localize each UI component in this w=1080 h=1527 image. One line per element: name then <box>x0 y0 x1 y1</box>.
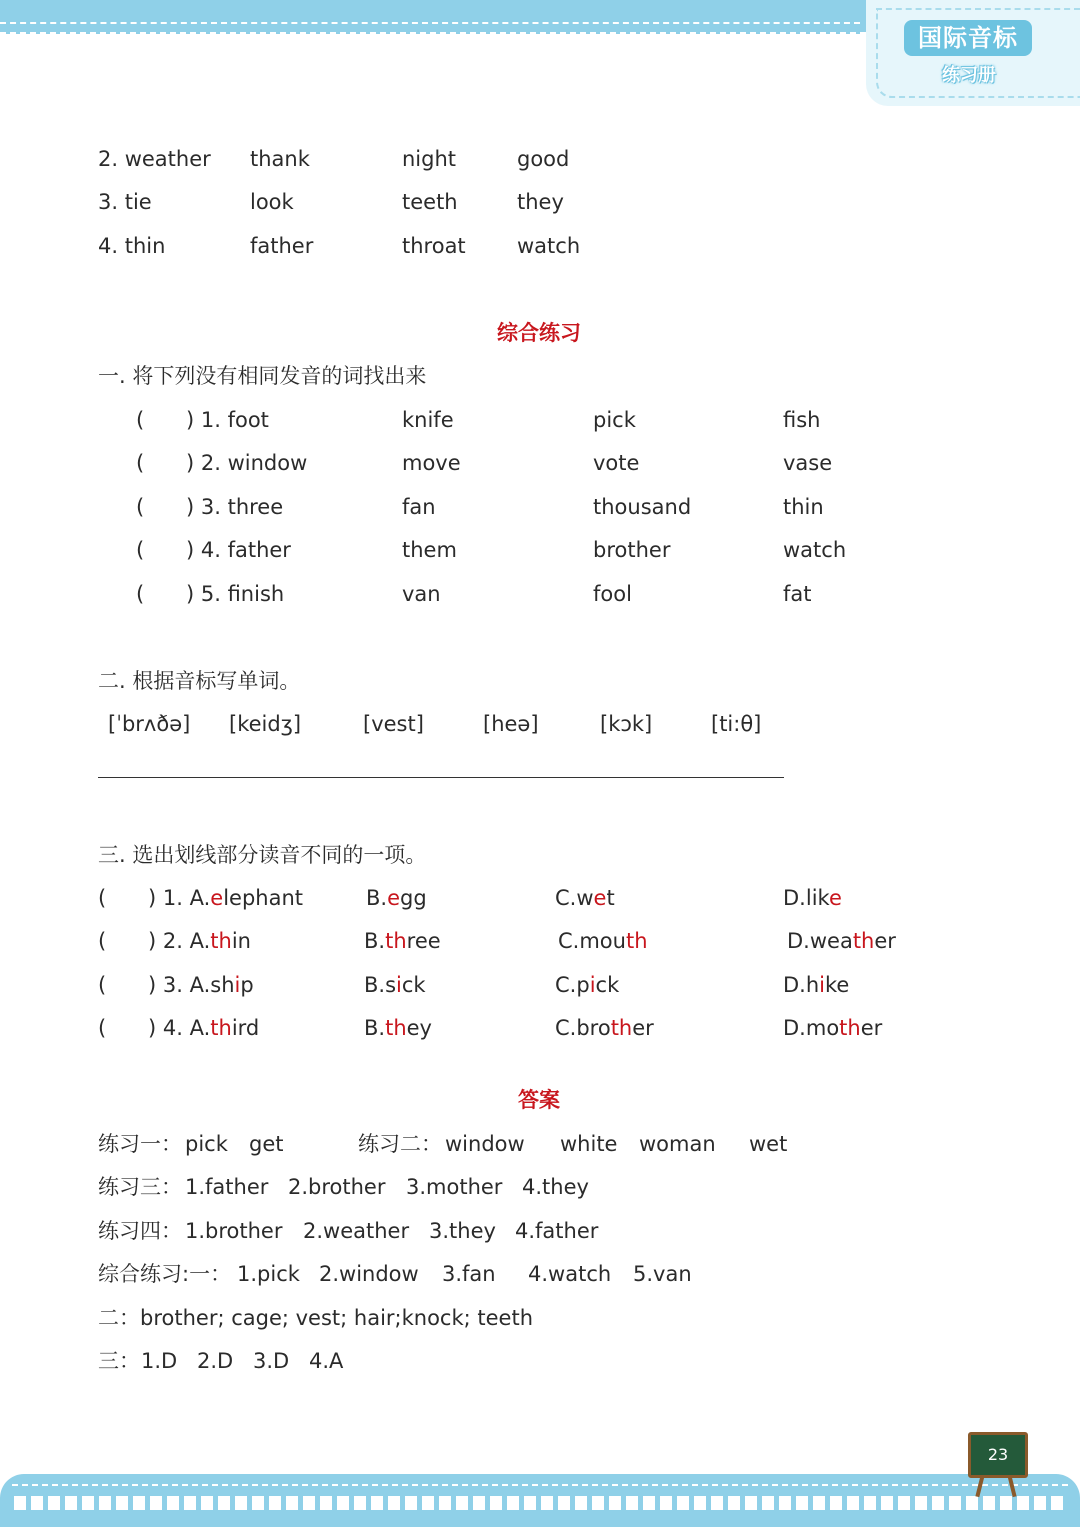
page-number-board <box>968 1432 1028 1478</box>
part1-word: fat <box>783 582 812 606</box>
top-row-2-col-3: night <box>402 147 457 171</box>
part1-word: brother <box>593 538 671 562</box>
answer-comp-item: 1.pick <box>237 1262 300 1286</box>
book-tag <box>866 0 1080 106</box>
part3-option-b: B.three <box>364 929 441 953</box>
part1-word: watch <box>783 538 847 562</box>
answer-comp-item: 5.van <box>633 1262 692 1286</box>
part3-title: 三. 选出划线部分读音不同的一项。 <box>98 843 427 867</box>
answer-part3-item: 3.D <box>253 1349 290 1373</box>
answer-ex3-item: 1.father <box>185 1175 269 1199</box>
part3-option-d: D.hike <box>783 973 850 997</box>
phonetic-item: [ˈbrʌðə] <box>108 712 191 736</box>
bottom-banner-stitch <box>12 1484 1068 1486</box>
part1-word: thousand <box>593 495 692 519</box>
book-title: 国际音标 <box>904 20 1032 56</box>
answer-ex1-b: get <box>249 1132 284 1156</box>
part1-word: van <box>402 582 441 606</box>
part1-word: vote <box>593 451 640 475</box>
answer-paren[interactable]: ( <box>136 408 145 432</box>
answer-ex4-item: 2.weather <box>303 1219 410 1243</box>
part1-word: knife <box>402 408 454 432</box>
top-row-3-col-2: look <box>250 190 294 214</box>
part3-option-a: ) 4. A.third <box>148 1016 260 1040</box>
answer-ex4-item: 4.father <box>515 1219 599 1243</box>
answer-part3-label: 三： <box>98 1349 140 1373</box>
answer-ex2-c: woman <box>639 1132 716 1156</box>
answers-title: 答案 <box>518 1088 560 1112</box>
bottom-banner <box>0 1474 1080 1527</box>
top-row-2-col-4: good <box>517 147 570 171</box>
part1-item: ) 2. window <box>186 451 308 475</box>
answer-comp-item: 3.fan <box>442 1262 496 1286</box>
answer-paren[interactable]: ( <box>98 1016 107 1040</box>
answer-ex4-item: 3.they <box>429 1219 496 1243</box>
answer-ex3-label: 练习三： <box>98 1175 182 1199</box>
answer-comp-item: 2.window <box>319 1262 419 1286</box>
answer-paren[interactable]: ( <box>136 451 145 475</box>
section-title: 综合练习 <box>497 321 581 345</box>
top-row-3-col-1: 3. tie <box>98 190 152 214</box>
answer-comp-label: 综合练习:一： <box>98 1262 232 1286</box>
part1-item: ) 4. father <box>186 538 291 562</box>
answer-ex4-item: 1.brother <box>185 1219 283 1243</box>
part2-title: 二. 根据音标写单词。 <box>98 669 301 693</box>
part3-option-c: C.pick <box>555 973 620 997</box>
part1-item: ) 1. foot <box>186 408 269 432</box>
part3-option-c: C.brother <box>555 1016 654 1040</box>
answer-writing-line[interactable] <box>98 777 784 778</box>
top-banner <box>0 0 866 34</box>
top-row-4-col-4: watch <box>517 234 581 258</box>
part1-word: thin <box>783 495 824 519</box>
answer-comp-item: 4.watch <box>528 1262 612 1286</box>
answer-paren[interactable]: ( <box>98 886 107 910</box>
page-number: 23 <box>987 1445 1009 1464</box>
part3-option-d: D.like <box>783 886 842 910</box>
top-row-3-col-4: they <box>517 190 564 214</box>
answer-part2: 二：brother; cage; vest; hair;knock; teeth <box>98 1306 534 1330</box>
answer-paren[interactable]: ( <box>136 495 145 519</box>
part3-option-c: C.mouth <box>558 929 648 953</box>
answer-part3-item: 1.D <box>141 1349 178 1373</box>
top-row-3-col-3: teeth <box>402 190 458 214</box>
answer-ex3-item: 2.brother <box>288 1175 386 1199</box>
part1-item: ) 3. three <box>186 495 284 519</box>
answer-ex2-b: white <box>560 1132 618 1156</box>
top-row-4-col-1: 4. thin <box>98 234 166 258</box>
top-banner-stitch <box>0 22 860 24</box>
part3-option-a: ) 1. A.elephant <box>148 886 303 910</box>
answer-ex1-label: 练习一： <box>98 1132 182 1156</box>
answer-ex2-d: wet <box>749 1132 788 1156</box>
part3-option-a: ) 2. A.thin <box>148 929 251 953</box>
part3-option-b: B.they <box>364 1016 432 1040</box>
book-subtitle: 练习册 <box>942 65 996 86</box>
answer-ex3-item: 3.mother <box>406 1175 503 1199</box>
part1-word: fan <box>402 495 436 519</box>
answer-paren[interactable]: ( <box>136 538 145 562</box>
part1-word: fish <box>783 408 821 432</box>
part1-word: fool <box>593 582 632 606</box>
part3-option-b: B.sick <box>364 973 426 997</box>
answer-paren[interactable]: ( <box>98 973 107 997</box>
part1-word: move <box>402 451 461 475</box>
top-row-4-col-2: father <box>250 234 314 258</box>
answer-ex3-item: 4.they <box>522 1175 589 1199</box>
answer-paren[interactable]: ( <box>98 929 107 953</box>
top-row-2-col-1: 2. weather <box>98 147 211 171</box>
top-row-2-col-2: thank <box>250 147 310 171</box>
part3-option-b: B.egg <box>366 886 427 910</box>
answer-ex4-label: 练习四： <box>98 1219 182 1243</box>
answer-part3-item: 4.A <box>309 1349 344 1373</box>
part1-word: pick <box>593 408 636 432</box>
answer-ex2-a: window <box>445 1132 525 1156</box>
part3-option-d: D.weather <box>787 929 896 953</box>
part3-option-c: C.wet <box>555 886 615 910</box>
phonetic-item: [vest] <box>363 712 424 736</box>
part1-word: them <box>402 538 457 562</box>
phonetic-item: [kɔk] <box>600 712 653 736</box>
part1-word: vase <box>783 451 833 475</box>
part1-item: ) 5. finish <box>186 582 285 606</box>
answer-ex2-label: 练习二： <box>358 1132 442 1156</box>
phonetic-item: [keidʒ] <box>229 712 302 736</box>
answer-part3-item: 2.D <box>197 1349 234 1373</box>
answer-paren[interactable]: ( <box>136 582 145 606</box>
part1-title: 一. 将下列没有相同发音的词找出来 <box>98 364 427 388</box>
part3-option-d: D.mother <box>783 1016 883 1040</box>
part3-option-a: ) 3. A.ship <box>148 973 254 997</box>
top-row-4-col-3: throat <box>402 234 466 258</box>
phonetic-item: [ti:θ] <box>711 712 762 736</box>
answer-ex1-a: pick <box>185 1132 228 1156</box>
bottom-banner-pattern <box>14 1496 1064 1510</box>
phonetic-item: [heə] <box>483 712 539 736</box>
